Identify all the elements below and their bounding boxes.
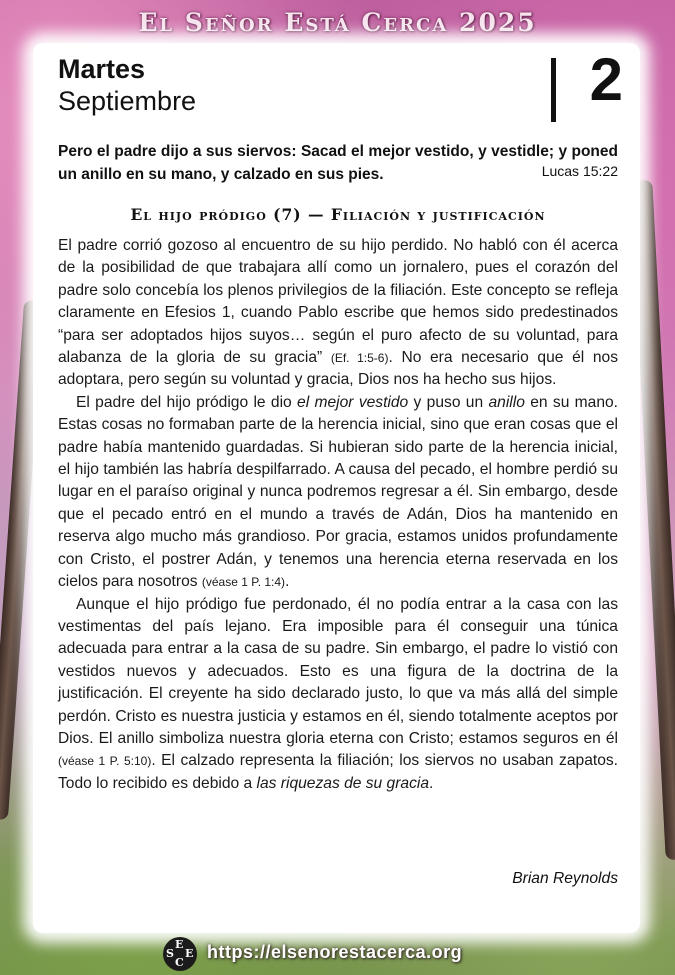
paragraph-2: El padre del hijo pródigo le dio el mejor vestido y puso un anillo en su mano. Estas cosas no formaban parte de la herencia inicial, sino que eran cosas que el padre había mantenido guardadas. Si hubieran sido parte de la herencia inicial, el hijo también las habría despilfarrado. A causa del pecado, el hombre perdió su lugar en el paraíso original y nunca podremos regresar a él. Sin embargo, desde que el pecado entró en el mundo a través de Adán, Dios ha mantenido en reserva algo mucho más grandioso. Por gracia, estamos unidos profundamente con Cristo, el postrer Adán, y tenemos una herencia eterna reservada en los cielos para nosotros (véase 1 P. 1:4). bbox=[58, 393, 619, 591]
scripture-reference: (véase 1 P. 1:4) bbox=[201, 575, 286, 590]
paragraph-3: Aunque el hijo pródigo fue perdonado, él no podía entrar a la casa con las vestimentas del país lejano. Era imposible para él conseguir una túnica adecuada para entrar a la casa de su padre. Sin embargo, el padre lo vistió con vestidos nuevos y adecuados. Esto es una figura de la doctrina de la justificación. El creyente ha sido declarado justo, lo que va más allá del simple perdón. Cristo es nuestra justicia y estamos en él, siendo totalmente aceptos por Dios. El anillo simboliza nuestra gloria eterna con Cristo; estamos seguros en él (véase 1 P. 5:10). El calzado representa la filiación; los siervos no usaban zapatos. Todo lo recibido es debido a las riquezas de su gracia. bbox=[58, 595, 619, 792]
day-number: 2 bbox=[589, 46, 623, 113]
footer bbox=[0, 937, 675, 971]
meditation-heading: El hijo pródigo (7) — Filiación y justificación bbox=[130, 205, 546, 224]
scripture-reference: (Ef. 1:5-6) bbox=[330, 351, 389, 366]
scripture-reference: (véase 1 P. 5:10) bbox=[58, 754, 152, 769]
verse-reference: Lucas 15:22 bbox=[541, 163, 618, 179]
paragraph-1: El padre corrió gozoso al encuentro de su hijo perdido. No habló con él acerca de la posibilidad de que trabajara allí como un jornalero, pues el corazón del padre solo concebía los plenos privilegios de la filiación. Este concepto se refleja claramente en Efesios 1, cuando Pablo escribe que hemos sido predestinados “para ser adoptados hijos suyos… según el puro afecto de su voluntad, para alabanza de la gloria de su gracia” (Ef. 1:5-6). No era necesario que él nos adoptara, pero según su voluntad y gracia, Dios nos ha hecho sus hijos. bbox=[58, 237, 618, 389]
meditation-body bbox=[58, 235, 618, 795]
publisher-logo-icon: E S E C bbox=[163, 937, 197, 971]
website-link[interactable]: https://elsenorestacerca.org bbox=[207, 942, 463, 962]
key-verse: Pero el padre dijo a sus siervos: Sacad el mejor vestido, y vestidle; y poned un anillo en su mano, y calzado en sus pies. bbox=[58, 143, 618, 183]
date-divider bbox=[551, 58, 556, 122]
author: Brian Reynolds bbox=[512, 870, 618, 887]
page-title: El Señor Está Cerca 2025 bbox=[138, 8, 537, 37]
month: Septiembre bbox=[58, 86, 197, 116]
weekday: Martes bbox=[58, 54, 146, 84]
